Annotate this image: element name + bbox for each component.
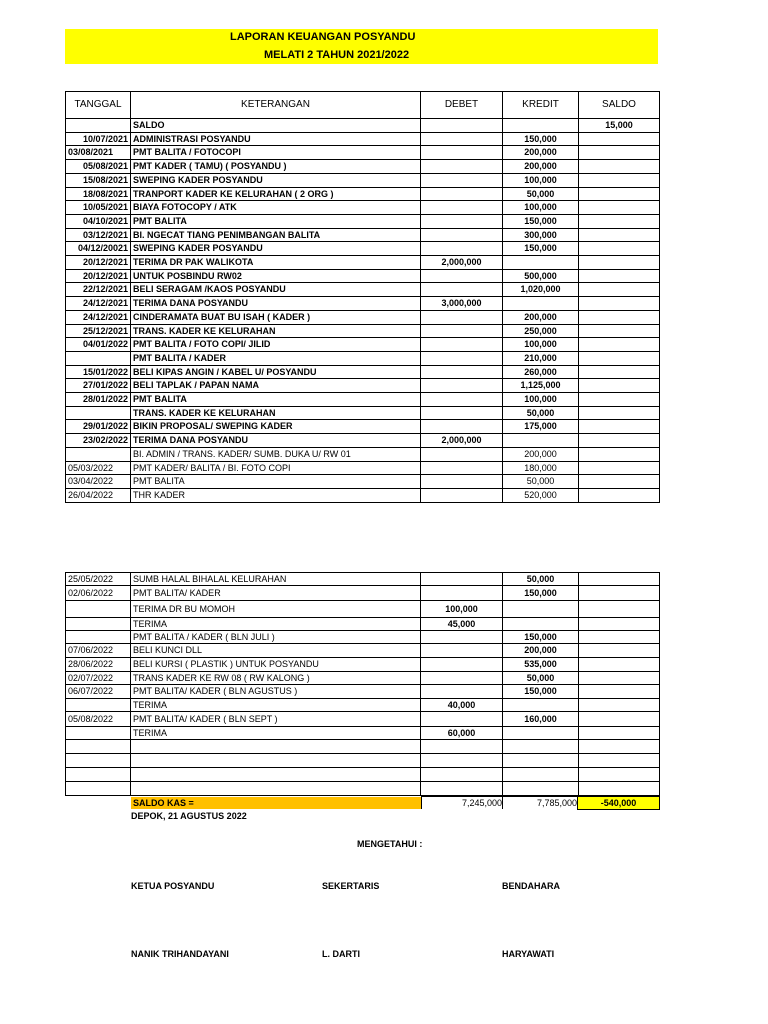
cell-debet: 100,000 <box>421 601 503 618</box>
cell-debet <box>421 672 503 685</box>
cell-debet <box>421 420 503 434</box>
table-row <box>66 573 660 586</box>
cell-description: PMT BALITA <box>131 475 421 489</box>
column-header-saldo: SALDO <box>579 92 660 119</box>
cell-kredit: 300,000 <box>503 228 579 242</box>
cell-debet <box>421 160 503 174</box>
cell-kredit <box>503 727 579 740</box>
cell-saldo <box>579 631 660 644</box>
cell-saldo <box>579 379 660 393</box>
cell-debet <box>421 310 503 324</box>
cell-kredit <box>503 699 579 712</box>
cell-kredit: 250,000 <box>503 324 579 338</box>
table-row <box>66 269 660 283</box>
cell-saldo <box>579 269 660 283</box>
cell-description: ADMINISTRASI POSYANDU <box>131 132 421 146</box>
cell-saldo <box>579 658 660 672</box>
cell-saldo <box>579 727 660 740</box>
table-row <box>66 586 660 601</box>
cell-kredit <box>503 256 579 270</box>
cell-saldo <box>579 447 660 461</box>
table-row <box>66 283 660 297</box>
cell-debet <box>421 242 503 256</box>
cell-debet <box>421 187 503 201</box>
cell-saldo <box>579 420 660 434</box>
cell-date <box>66 447 131 461</box>
cell-debet <box>421 768 503 782</box>
cell-kredit <box>503 434 579 448</box>
cell-kredit <box>503 119 579 133</box>
cell-description: SWEPING KADER POSYANDU <box>131 173 421 187</box>
cell-kredit: 200,000 <box>503 146 579 160</box>
cell-date: 03/04/2022 <box>66 475 131 489</box>
cell-kredit: 200,000 <box>503 447 579 461</box>
cell-date: 23/02/2022 <box>66 434 131 448</box>
cell-saldo <box>579 242 660 256</box>
cell-date: 28/01/2022 <box>66 393 131 407</box>
cell-saldo <box>579 461 660 475</box>
cell-saldo <box>579 351 660 365</box>
column-header-keterangan: KETERANGAN <box>131 92 421 119</box>
cell-saldo <box>579 782 660 796</box>
cell-date: 03/12/2021 <box>66 228 131 242</box>
cell-debet <box>421 754 503 768</box>
cell-date <box>66 727 131 740</box>
table-row <box>66 379 660 393</box>
cell-debet: 3,000,000 <box>421 297 503 311</box>
ledger-table-1 <box>65 91 660 503</box>
cell-description: TRANS. KADER KE KELURAHAN <box>131 324 421 338</box>
cell-kredit: 100,000 <box>503 338 579 352</box>
cell-kredit: 175,000 <box>503 420 579 434</box>
table-row <box>66 618 660 631</box>
cell-description <box>131 782 421 796</box>
cell-debet: 45,000 <box>421 618 503 631</box>
cell-saldo <box>579 146 660 160</box>
cell-debet <box>421 488 503 502</box>
table-row <box>66 351 660 365</box>
cell-description: PMT BALITA / KADER <box>131 351 421 365</box>
cell-date: 25/12/2021 <box>66 324 131 338</box>
cell-date <box>66 119 131 133</box>
cell-description <box>131 768 421 782</box>
cell-description: BI. ADMIN / TRANS. KADER/ SUMB. DUKA U/ RW 01 <box>131 447 421 461</box>
cell-kredit: 150,000 <box>503 242 579 256</box>
final-saldo: -540,000 <box>577 796 660 810</box>
cell-saldo <box>579 768 660 782</box>
cell-kredit: 150,000 <box>503 685 579 699</box>
cell-date: 25/05/2022 <box>66 573 131 586</box>
cell-date: 04/12/20021 <box>66 242 131 256</box>
cell-debet <box>421 573 503 586</box>
table-row <box>66 712 660 727</box>
cell-kredit: 50,000 <box>503 187 579 201</box>
cell-description: TRANS. KADER KE KELURAHAN <box>131 406 421 420</box>
table-row <box>66 782 660 796</box>
table-row <box>66 420 660 434</box>
cell-description: TERIMA DANA POSYANDU <box>131 434 421 448</box>
cell-debet <box>421 283 503 297</box>
cell-saldo <box>579 754 660 768</box>
cell-saldo <box>579 187 660 201</box>
cell-description: BELI SERAGAM /KAOS POSYANDU <box>131 283 421 297</box>
place-date: DEPOK, 21 AGUSTUS 2022 <box>131 811 247 821</box>
table-row <box>66 699 660 712</box>
cell-description: CINDERAMATA BUAT BU ISAH ( KADER ) <box>131 310 421 324</box>
table-row <box>66 461 660 475</box>
cell-debet <box>421 338 503 352</box>
cell-description: PMT BALITA / KADER ( BLN JULI ) <box>131 631 421 644</box>
cell-date: 20/12/2021 <box>66 269 131 283</box>
cell-date <box>66 631 131 644</box>
cell-debet: 60,000 <box>421 727 503 740</box>
cell-saldo <box>579 297 660 311</box>
table-row <box>66 434 660 448</box>
cell-debet <box>421 379 503 393</box>
cell-debet: 2,000,000 <box>421 256 503 270</box>
table-row <box>66 146 660 160</box>
cell-kredit <box>503 740 579 754</box>
cell-kredit <box>503 601 579 618</box>
table-row <box>66 228 660 242</box>
cell-saldo <box>579 173 660 187</box>
cell-saldo <box>579 324 660 338</box>
cell-description: BELI KIPAS ANGIN / KABEL U/ POSYANDU <box>131 365 421 379</box>
cell-kredit: 200,000 <box>503 160 579 174</box>
cell-description: BELI TAPLAK / PAPAN NAMA <box>131 379 421 393</box>
cell-description: SALDO <box>131 119 421 133</box>
table-row <box>66 310 660 324</box>
cell-date: 28/06/2022 <box>66 658 131 672</box>
cell-debet <box>421 406 503 420</box>
cell-saldo <box>579 618 660 631</box>
ledger-table-2 <box>65 572 660 796</box>
cell-date: 03/08/2021 <box>66 146 131 160</box>
cell-date: 05/08/2021 <box>66 160 131 174</box>
cell-debet <box>421 712 503 727</box>
name-sekertaris: L. DARTI <box>322 949 360 959</box>
cell-date <box>66 768 131 782</box>
cell-description: TERIMA <box>131 699 421 712</box>
cell-kredit <box>503 768 579 782</box>
table-row <box>66 160 660 174</box>
cell-date: 02/06/2022 <box>66 586 131 601</box>
cell-date: 06/07/2022 <box>66 685 131 699</box>
cell-description: TERIMA DANA POSYANDU <box>131 297 421 311</box>
cell-debet <box>421 586 503 601</box>
cell-saldo <box>579 699 660 712</box>
table-row <box>66 201 660 215</box>
cell-debet <box>421 351 503 365</box>
cell-debet <box>421 324 503 338</box>
cell-date: 22/12/2021 <box>66 283 131 297</box>
ledger-body-1 <box>66 119 660 503</box>
cell-date: 29/01/2022 <box>66 420 131 434</box>
cell-description: BIAYA FOTOCOPY / ATK <box>131 201 421 215</box>
table-row <box>66 644 660 658</box>
cell-debet <box>421 146 503 160</box>
cell-saldo <box>579 228 660 242</box>
table-row <box>66 631 660 644</box>
cell-date <box>66 740 131 754</box>
cell-date <box>66 618 131 631</box>
table-row <box>66 406 660 420</box>
cell-kredit: 50,000 <box>503 573 579 586</box>
cell-description: PMT BALITA/ KADER <box>131 586 421 601</box>
cell-date: 07/06/2022 <box>66 644 131 658</box>
table-row <box>66 338 660 352</box>
cell-debet <box>421 132 503 146</box>
cell-saldo <box>579 406 660 420</box>
role-bendahara: BENDAHARA <box>502 881 560 891</box>
cell-kredit: 150,000 <box>503 631 579 644</box>
table-row <box>66 740 660 754</box>
cell-debet <box>421 658 503 672</box>
cell-date: 24/12/2021 <box>66 310 131 324</box>
cell-kredit <box>503 782 579 796</box>
cell-debet <box>421 644 503 658</box>
cell-description: TERIMA <box>131 618 421 631</box>
table-row <box>66 475 660 489</box>
cell-description: BELI KURSI ( PLASTIK ) UNTUK POSYANDU <box>131 658 421 672</box>
table-row <box>66 256 660 270</box>
cell-kredit: 150,000 <box>503 132 579 146</box>
cell-debet: 40,000 <box>421 699 503 712</box>
cell-date: 04/01/2022 <box>66 338 131 352</box>
cell-kredit <box>503 297 579 311</box>
cell-date <box>66 699 131 712</box>
cell-date: 27/01/2022 <box>66 379 131 393</box>
cell-description: PMT BALITA <box>131 393 421 407</box>
cell-date: 26/04/2022 <box>66 488 131 502</box>
cell-description: PMT BALITA/ KADER ( BLN AGUSTUS ) <box>131 685 421 699</box>
name-bendahara: HARYAWATI <box>502 949 555 959</box>
cell-date: 10/05/2021 <box>66 201 131 215</box>
cell-kredit: 100,000 <box>503 201 579 215</box>
cell-date: 20/12/2021 <box>66 256 131 270</box>
cell-description: UNTUK POSBINDU RW02 <box>131 269 421 283</box>
cell-saldo <box>579 256 660 270</box>
cell-debet <box>421 393 503 407</box>
cell-debet <box>421 461 503 475</box>
cell-debet <box>421 201 503 215</box>
cell-description <box>131 754 421 768</box>
cell-date: 15/01/2022 <box>66 365 131 379</box>
cell-saldo <box>579 712 660 727</box>
column-header-debet: DEBET <box>421 92 503 119</box>
cell-kredit: 180,000 <box>503 461 579 475</box>
table-row <box>66 119 660 133</box>
cell-saldo <box>579 201 660 215</box>
cell-saldo <box>579 672 660 685</box>
cell-date: 05/03/2022 <box>66 461 131 475</box>
table-row <box>66 132 660 146</box>
cell-date: 02/07/2022 <box>66 672 131 685</box>
cell-kredit <box>503 754 579 768</box>
cell-saldo <box>579 365 660 379</box>
cell-date: 04/10/2021 <box>66 214 131 228</box>
table-row <box>66 242 660 256</box>
cell-kredit: 50,000 <box>503 475 579 489</box>
cell-saldo <box>579 740 660 754</box>
cell-saldo <box>579 434 660 448</box>
cell-debet <box>421 173 503 187</box>
cell-debet <box>421 782 503 796</box>
cell-saldo <box>579 214 660 228</box>
cell-saldo <box>579 132 660 146</box>
cell-debet <box>421 119 503 133</box>
cell-date: 24/12/2021 <box>66 297 131 311</box>
cell-description: TERIMA <box>131 727 421 740</box>
cell-date: 15/08/2021 <box>66 173 131 187</box>
cell-debet <box>421 685 503 699</box>
table-row <box>66 685 660 699</box>
table-row <box>66 393 660 407</box>
acknowledged-label: MENGETAHUI : <box>357 839 423 849</box>
cell-debet <box>421 228 503 242</box>
cell-saldo <box>579 283 660 297</box>
cell-saldo <box>579 160 660 174</box>
cell-debet <box>421 214 503 228</box>
cell-saldo <box>579 586 660 601</box>
column-header-kredit: KREDIT <box>503 92 579 119</box>
cell-description: PMT KADER ( TAMU) ( POSYANDU ) <box>131 160 421 174</box>
role-ketua: KETUA POSYANDU <box>131 881 215 891</box>
cell-description: THR KADER <box>131 488 421 502</box>
column-header-tanggal: TANGGAL <box>66 92 131 119</box>
cell-description: TERIMA DR PAK WALIKOTA <box>131 256 421 270</box>
cell-description: BI. NGECAT TIANG PENIMBANGAN BALITA <box>131 228 421 242</box>
cell-date <box>66 601 131 618</box>
cell-kredit: 100,000 <box>503 393 579 407</box>
cell-kredit: 100,000 <box>503 173 579 187</box>
cell-debet <box>421 475 503 489</box>
cell-kredit: 520,000 <box>503 488 579 502</box>
table-row <box>66 187 660 201</box>
table-row <box>66 324 660 338</box>
cell-saldo <box>579 393 660 407</box>
cell-kredit: 210,000 <box>503 351 579 365</box>
table-row <box>66 297 660 311</box>
cell-kredit: 200,000 <box>503 644 579 658</box>
cell-debet: 2,000,000 <box>421 434 503 448</box>
cell-debet <box>421 269 503 283</box>
table-row <box>66 601 660 618</box>
cell-date: 10/07/2021 <box>66 132 131 146</box>
report-title: LAPORAN KEUANGAN POSYANDU <box>230 31 416 43</box>
total-debet: 7,245,000 <box>421 796 502 809</box>
table-row <box>66 365 660 379</box>
table-row <box>66 447 660 461</box>
cell-saldo: 15,000 <box>579 119 660 133</box>
cell-date <box>66 406 131 420</box>
cell-kredit: 50,000 <box>503 672 579 685</box>
table-row <box>66 754 660 768</box>
cell-date <box>66 351 131 365</box>
cell-saldo <box>579 573 660 586</box>
table-row <box>66 488 660 502</box>
cell-date: 05/08/2022 <box>66 712 131 727</box>
cell-description: SUMB HALAL BIHALAL KELURAHAN <box>131 573 421 586</box>
cell-saldo <box>579 685 660 699</box>
cell-description: BELI KUNCI DLL <box>131 644 421 658</box>
table-row <box>66 768 660 782</box>
ledger-header-row <box>66 92 660 119</box>
cell-description: TRANS KADER KE RW 08 ( RW KALONG ) <box>131 672 421 685</box>
cell-description: PMT BALITA/ KADER ( BLN SEPT ) <box>131 712 421 727</box>
cell-kredit: 500,000 <box>503 269 579 283</box>
table-row <box>66 173 660 187</box>
cell-kredit: 1,125,000 <box>503 379 579 393</box>
report-subtitle: MELATI 2 TAHUN 2021/2022 <box>264 49 410 61</box>
cell-debet <box>421 631 503 644</box>
cell-saldo <box>579 310 660 324</box>
ledger-body-2 <box>66 573 660 796</box>
cell-saldo <box>579 488 660 502</box>
total-kredit: 7,785,000 <box>502 796 577 809</box>
cell-description: PMT BALITA / FOTOCOPI <box>131 146 421 160</box>
cell-description: BIKIN PROPOSAL/ SWEPING KADER <box>131 420 421 434</box>
cell-kredit: 260,000 <box>503 365 579 379</box>
cell-kredit: 150,000 <box>503 586 579 601</box>
cell-kredit: 200,000 <box>503 310 579 324</box>
cell-debet <box>421 740 503 754</box>
table-row <box>66 214 660 228</box>
cell-saldo <box>579 601 660 618</box>
cell-saldo <box>579 475 660 489</box>
cell-saldo <box>579 644 660 658</box>
cell-description: PMT KADER/ BALITA / BI. FOTO COPI <box>131 461 421 475</box>
cell-kredit: 50,000 <box>503 406 579 420</box>
cell-kredit: 150,000 <box>503 214 579 228</box>
cell-description: TERIMA DR BU MOMOH <box>131 601 421 618</box>
cell-saldo <box>579 338 660 352</box>
table-row <box>66 672 660 685</box>
cell-description: SWEPING KADER POSYANDU <box>131 242 421 256</box>
saldo-kas-label: SALDO KAS = <box>131 797 421 809</box>
cell-kredit: 160,000 <box>503 712 579 727</box>
cell-debet <box>421 365 503 379</box>
cell-kredit: 535,000 <box>503 658 579 672</box>
cell-date: 18/08/2021 <box>66 187 131 201</box>
cell-description: PMT BALITA <box>131 214 421 228</box>
cell-description <box>131 740 421 754</box>
role-sekertaris: SEKERTARIS <box>322 881 380 891</box>
cell-description: PMT BALITA / FOTO COPI/ JILID <box>131 338 421 352</box>
name-ketua: NANIK TRIHANDAYANI <box>131 949 229 959</box>
cell-date <box>66 754 131 768</box>
cell-kredit: 1,020,000 <box>503 283 579 297</box>
table-row <box>66 727 660 740</box>
cell-description: TRANPORT KADER KE KELURAHAN ( 2 ORG ) <box>131 187 421 201</box>
table-row <box>66 658 660 672</box>
cell-date <box>66 782 131 796</box>
cell-kredit <box>503 618 579 631</box>
cell-debet <box>421 447 503 461</box>
